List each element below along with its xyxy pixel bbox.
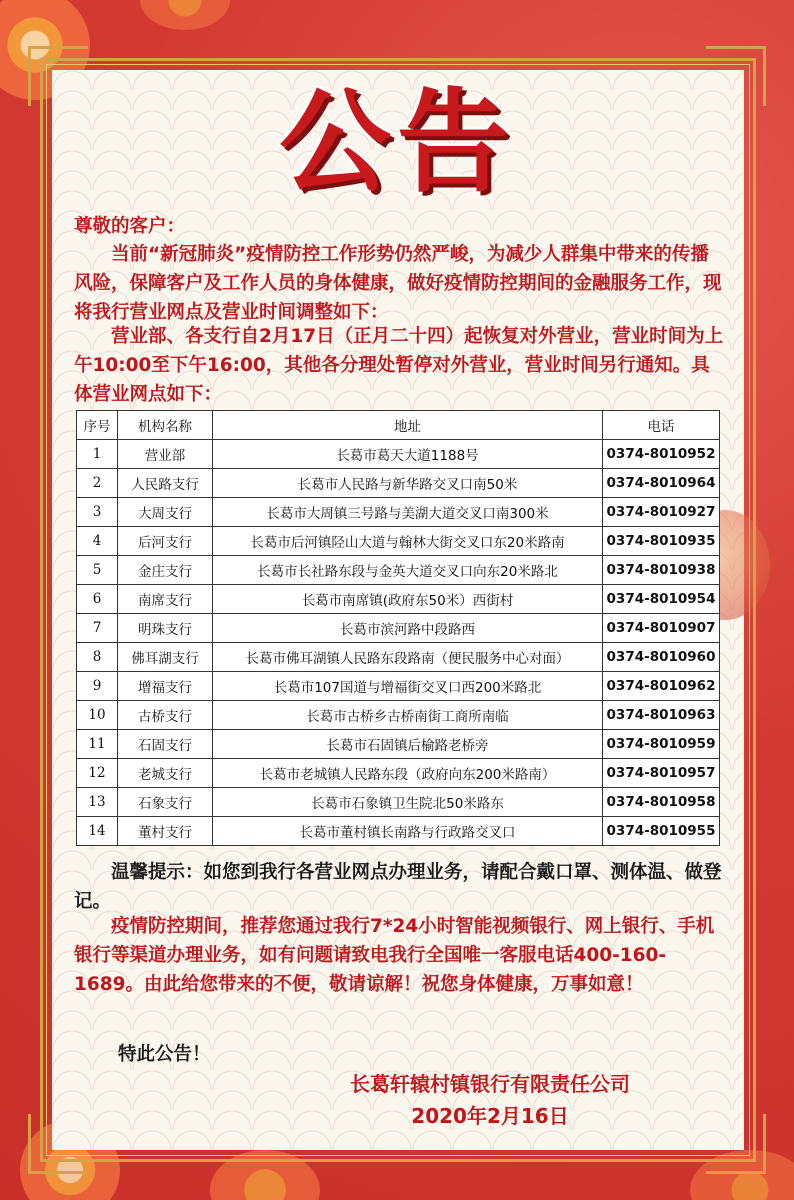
- row-phone: 0374-8010964: [603, 469, 720, 498]
- row-name: 后河支行: [118, 527, 213, 556]
- branch-table: [76, 410, 720, 846]
- table-row: [77, 469, 720, 498]
- row-num: 2: [77, 469, 118, 498]
- row-phone: 0374-8010959: [603, 730, 720, 759]
- row-name: 董村支行: [118, 817, 213, 846]
- table-row: [77, 440, 720, 469]
- table-row: [77, 788, 720, 817]
- paragraph-intro: 当前“新冠肺炎”疫情防控工作形势仍然严峻，为减少人群集中带来的传播风险，保障客户及工作人员的身体健康，做好疫情防控期间的金融服务工作，现将我行营业网点及营业时间调整如下：: [74, 244, 722, 323]
- row-num: 7: [77, 614, 118, 643]
- row-name: 人民路支行: [118, 469, 213, 498]
- row-address: 长葛市后河镇陉山大道与翰林大街交叉口东20米路南: [213, 527, 603, 556]
- row-address: 长葛市葛天大道1188号: [213, 440, 603, 469]
- row-name: 大周支行: [118, 498, 213, 527]
- table-row: [77, 527, 720, 556]
- row-phone: 0374-8010954: [603, 585, 720, 614]
- table-row: [77, 672, 720, 701]
- row-num: 11: [77, 730, 118, 759]
- row-num: 13: [77, 788, 118, 817]
- row-name: 石固支行: [118, 730, 213, 759]
- row-address: 长葛市石固镇后榆路老桥旁: [213, 730, 603, 759]
- row-address: 长葛市石象镇卫生院北50米路东: [213, 788, 603, 817]
- row-name: 金庄支行: [118, 556, 213, 585]
- paragraph-hours: 营业部、各支行自2月17日（正月二十四）起恢复对外营业，营业时间为上午10:00至下午16:00，其他各分理处暂停对外营业，营业时间另行通知。具体营业网点如下：: [74, 326, 724, 405]
- header-name: 机构名称: [118, 411, 213, 440]
- row-name: 增福支行: [118, 672, 213, 701]
- row-num: 4: [77, 527, 118, 556]
- table-row: [77, 614, 720, 643]
- table-row: [77, 585, 720, 614]
- page-title: 公告: [279, 78, 515, 208]
- row-num: 9: [77, 672, 118, 701]
- header-address: 地址: [213, 411, 603, 440]
- greeting: 尊敬的客户：: [74, 216, 186, 237]
- frame-corner-bottom-right: [706, 1114, 766, 1174]
- table-row: [77, 643, 720, 672]
- row-name: 古桥支行: [118, 701, 213, 730]
- row-num: 8: [77, 643, 118, 672]
- table-row: [77, 498, 720, 527]
- table-row: [77, 759, 720, 788]
- row-num: 12: [77, 759, 118, 788]
- company-name: 长葛轩辕村镇银行有限责任公司: [350, 1072, 630, 1096]
- row-num: 14: [77, 817, 118, 846]
- row-name: 南席支行: [118, 585, 213, 614]
- header-num: 序号: [77, 411, 118, 440]
- row-phone: 0374-8010963: [603, 701, 720, 730]
- row-phone: 0374-8010958: [603, 788, 720, 817]
- row-num: 3: [77, 498, 118, 527]
- row-name: 石象支行: [118, 788, 213, 817]
- row-num: 1: [77, 440, 118, 469]
- tip-paragraph: 温馨提示：如您到我行各营业网点办理业务，请配合戴口罩、测体温、做登记。: [74, 862, 722, 912]
- row-address: 长葛市人民路与新华路交叉口南50米: [213, 469, 603, 498]
- closing-text: 特此公告！: [118, 1044, 211, 1065]
- row-phone: 0374-8010960: [603, 643, 720, 672]
- row-phone: 0374-8010962: [603, 672, 720, 701]
- row-address: 长葛市老城镇人民路东段（政府向东200米路南）: [213, 759, 603, 788]
- row-phone: 0374-8010955: [603, 817, 720, 846]
- table-header-row: [77, 411, 720, 440]
- table-row: [77, 701, 720, 730]
- notice-date: 2020年2月16日: [411, 1104, 569, 1128]
- note-paragraph: 疫情防控期间，推荐您通过我行7*24小时智能视频银行、网上银行、手机银行等渠道办理业务，如有问题请致电我行全国唯一客服电话400-160-1689。由此给您带来的不便，敬请谅解！祝您身体健康，万事如意！: [74, 916, 715, 995]
- row-name: 老城支行: [118, 759, 213, 788]
- row-address: 长葛市南席镇(政府东50米）西街村: [213, 585, 603, 614]
- row-num: 10: [77, 701, 118, 730]
- row-num: 6: [77, 585, 118, 614]
- table-row: [77, 817, 720, 846]
- row-phone: 0374-8010957: [603, 759, 720, 788]
- flower-decoration-top: [140, 0, 230, 30]
- row-phone: 0374-8010907: [603, 614, 720, 643]
- row-address: 长葛市佛耳湖镇人民路东段路南（便民服务中心对面）: [213, 643, 603, 672]
- row-phone: 0374-8010935: [603, 527, 720, 556]
- row-name: 明珠支行: [118, 614, 213, 643]
- row-phone: 0374-8010952: [603, 440, 720, 469]
- row-address: 长葛市董村镇长南路与行政路交叉口: [213, 817, 603, 846]
- row-address: 长葛市大周镇三号路与美湖大道交叉口南300米: [213, 498, 603, 527]
- row-phone: 0374-8010938: [603, 556, 720, 585]
- table-row: [77, 556, 720, 585]
- row-num: 5: [77, 556, 118, 585]
- row-address: 长葛市107国道与增福街交叉口西200米路北: [213, 672, 603, 701]
- header-phone: 电话: [603, 411, 720, 440]
- row-address: 长葛市长社路东段与金英大道交叉口向东20米路北: [213, 556, 603, 585]
- row-address: 长葛市古桥乡古桥南街工商所南临: [213, 701, 603, 730]
- row-phone: 0374-8010927: [603, 498, 720, 527]
- row-name: 营业部: [118, 440, 213, 469]
- row-name: 佛耳湖支行: [118, 643, 213, 672]
- frame-corner-bottom-left: [28, 1114, 88, 1174]
- table-row: [77, 730, 720, 759]
- row-address: 长葛市滨河路中段路西: [213, 614, 603, 643]
